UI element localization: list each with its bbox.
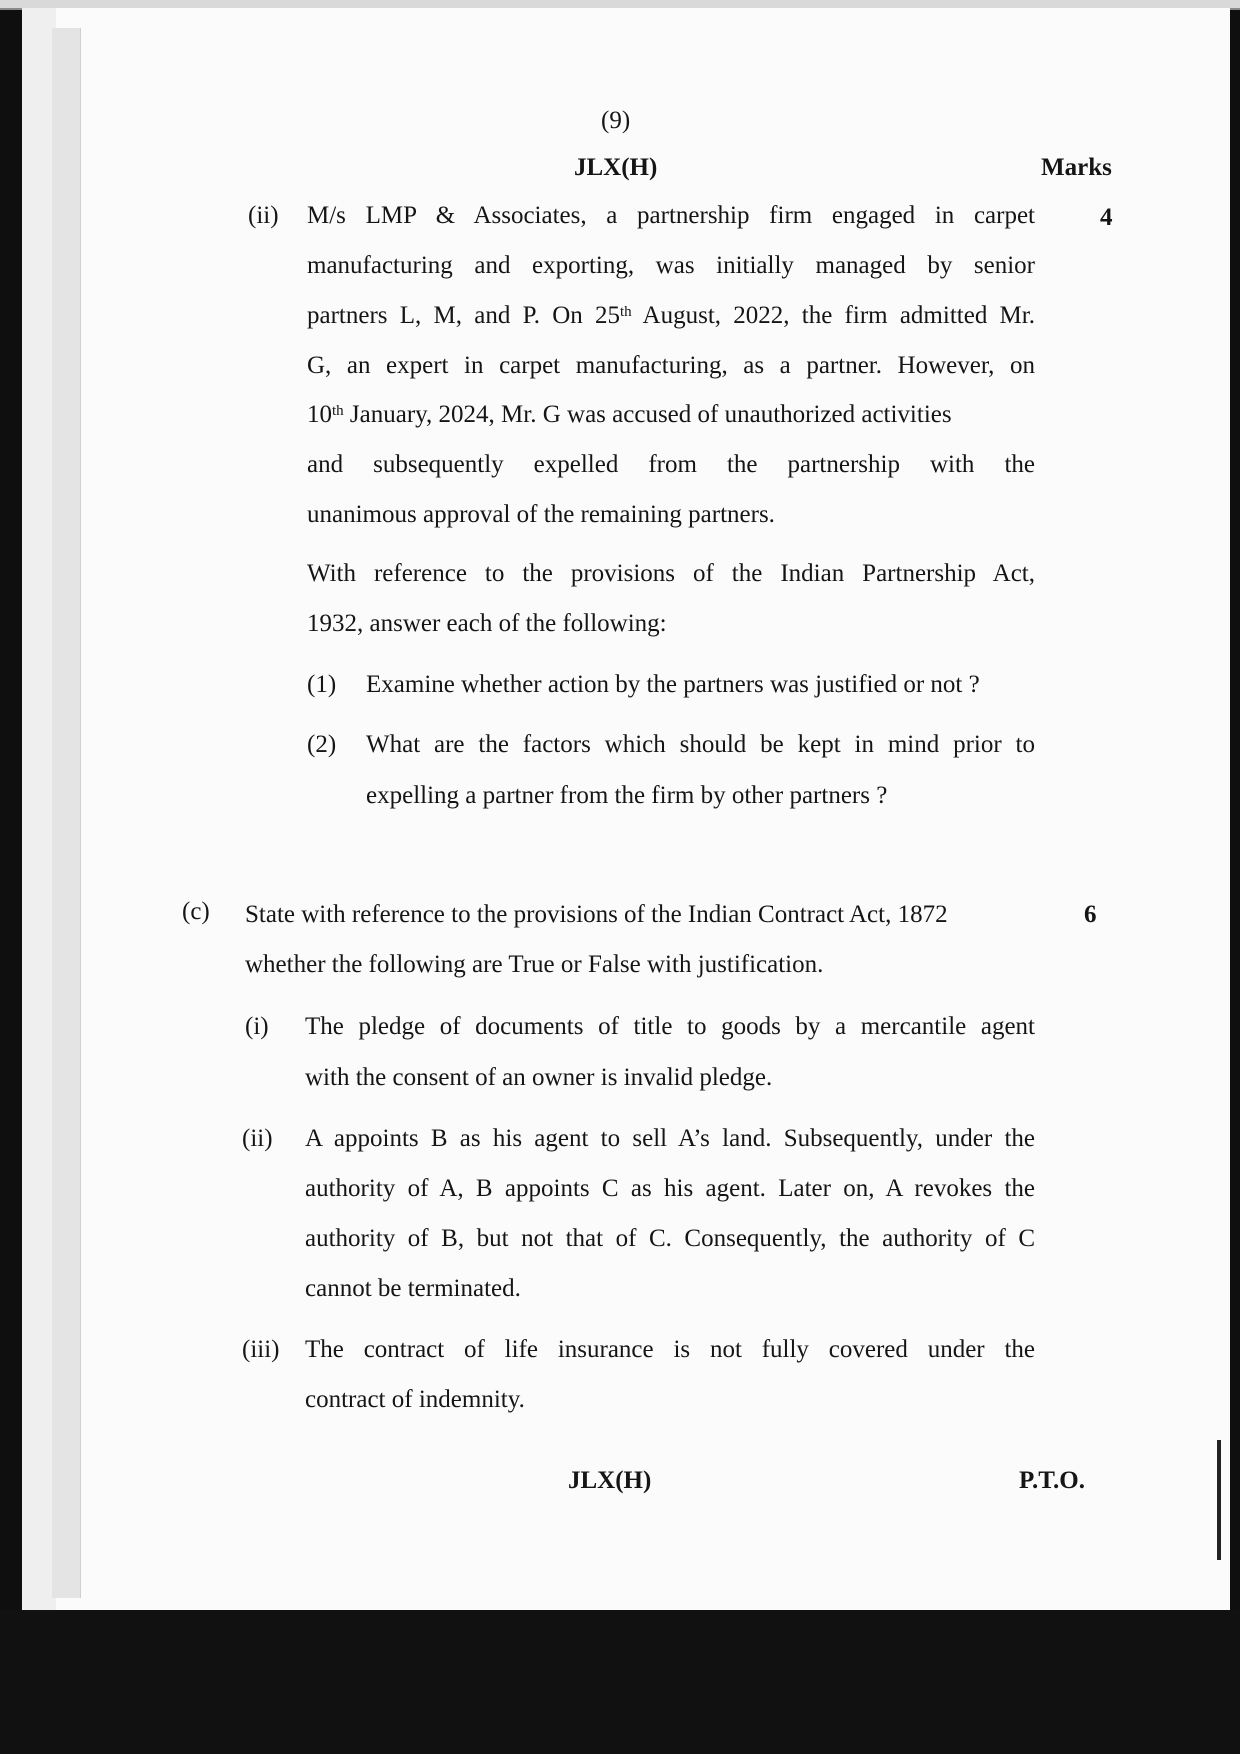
question-ii-line-3-b: August, 2022, the firm admitted Mr. <box>631 302 1035 329</box>
question-ii-line-5-sup: th <box>332 403 344 419</box>
question-ii-line-6: and subsequently expelled from the partnership with the <box>307 451 1035 478</box>
page-number: (9) <box>601 107 631 134</box>
paper-code-footer: JLX(H) <box>568 1467 652 1494</box>
subquestion-1-text: Examine whether action by the partners was justified or not ? <box>366 671 980 698</box>
question-ii-line-5-a: 10 <box>307 401 332 428</box>
marks-heading: Marks <box>1041 154 1112 181</box>
question-c-line-1: State with reference to the provisions of the Indian Contract Act, 1872 <box>245 901 948 928</box>
question-c-iii-line-1: The contract of life insurance is not fully covered under the <box>305 1336 1035 1363</box>
question-c-ii-line-4: cannot be terminated. <box>305 1275 521 1302</box>
question-c-line-2: whether the following are True or False with justification. <box>245 951 824 978</box>
question-ii-line-3-a: partners L, M, and P. On 25 <box>307 302 621 329</box>
scan-right-edge <box>1230 0 1240 1754</box>
question-c-ii-line-1: A appoints B as his agent to sell A’s land. Subsequently, under the <box>305 1125 1035 1152</box>
question-ii-line-7: unanimous approval of the remaining partners. <box>307 501 775 528</box>
scan-edge-mark <box>1217 1440 1221 1560</box>
question-c-i-label: (i) <box>245 1013 269 1040</box>
subquestion-2-line-1: What are the factors which should be kept in mind prior to <box>366 731 1035 758</box>
question-ii-label: (ii) <box>248 202 279 229</box>
question-ii-marks: 4 <box>1100 204 1113 231</box>
question-ii-line-3 <box>307 301 1035 331</box>
subquestion-2-line-2: expelling a partner from the firm by other partners ? <box>366 782 888 809</box>
please-turn-over: P.T.O. <box>1019 1467 1085 1494</box>
scan-bottom-background <box>0 1610 1240 1754</box>
question-c-ii-line-3: authority of B, but not that of C. Consequently, the authority of C <box>305 1225 1035 1252</box>
question-ii-line-5-b: January, 2024, Mr. G was accused of unauthorized activities <box>343 401 952 428</box>
subquestion-2-label: (2) <box>307 731 337 758</box>
question-ii-para2-line-1: With reference to the provisions of the Indian Partnership Act, <box>307 560 1035 587</box>
question-ii-line-3-sup: th <box>620 304 632 320</box>
question-c-ii-line-2: authority of A, B appoints C as his agent. Later on, A revokes the <box>305 1175 1035 1202</box>
question-ii-line-5 <box>307 400 952 430</box>
subquestion-1-label: (1) <box>307 671 337 698</box>
question-ii-para2-line-2: 1932, answer each of the following: <box>307 610 667 637</box>
question-c-i-line-1: The pledge of documents of title to goods by a mercantile agent <box>305 1013 1035 1040</box>
scan-left-edge <box>0 0 22 1754</box>
question-c-iii-label: (iii) <box>242 1336 280 1363</box>
question-c-marks: 6 <box>1084 901 1097 928</box>
question-c-i-line-2: with the consent of an owner is invalid pledge. <box>305 1064 773 1091</box>
paper-code-header: JLX(H) <box>574 154 658 181</box>
question-c-ii-label: (ii) <box>242 1125 273 1152</box>
question-ii-line-4: G, an expert in carpet manufacturing, as a partner. However, on <box>307 352 1035 379</box>
page-binding-fold <box>52 28 81 1598</box>
question-ii-line-1: M/s LMP & Associates, a partnership firm engaged in carpet <box>307 202 1035 229</box>
question-c-iii-line-2: contract of indemnity. <box>305 1386 525 1413</box>
question-c-label: (c) <box>182 898 210 925</box>
question-ii-line-2: manufacturing and exporting, was initially managed by senior <box>307 252 1035 279</box>
